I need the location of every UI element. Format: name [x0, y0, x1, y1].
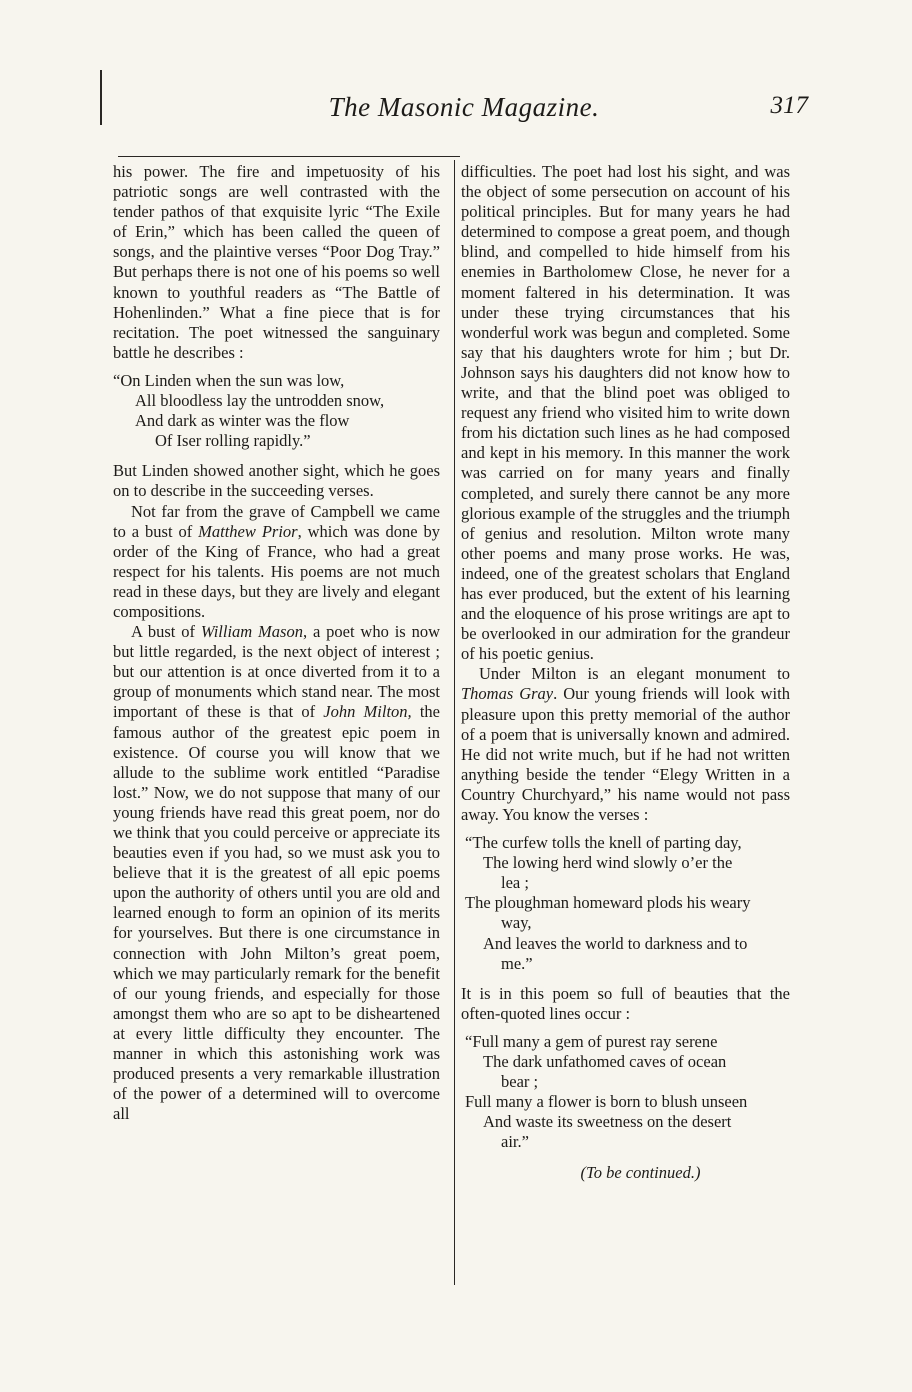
verse-line: Full many a flower is born to blush unseen — [465, 1092, 748, 1112]
italic-name: Thomas Gray — [461, 684, 554, 704]
continued-note: (To be continued.) — [580, 1162, 701, 1182]
italic-name: John Milton, — [323, 702, 412, 722]
verse-line: All bloodless lay the untrodden snow, — [135, 391, 385, 411]
text-run: , which was done by order of the King of France, who had a great respect for his talents. His poems are not much read in these days, but they are lively and elegant compositions. — [113, 521, 440, 621]
verse-line: bear ; — [501, 1072, 539, 1092]
text-run: . Our young friends will look with pleasure upon this pretty memorial of the author of a poem that is universally known and admired. He did not write much, but if he had not written anything beside the tender “Elegy Written in a Country Churchyard,” his name would not pass away. You know the verses : — [461, 684, 790, 824]
verse-line: “The curfew tolls the knell of parting day, — [465, 833, 742, 853]
verse-line: And waste its sweetness on the desert — [483, 1112, 732, 1132]
text-run: , a poet who is now but little regarded, is the next object of interest ; but our attention is at once diverted from it to a group of monuments which stand near. The most important of these is that of — [113, 622, 440, 722]
verse-elegy-1 — [461, 833, 790, 974]
verse-line: me.” — [501, 953, 533, 973]
left-column — [113, 162, 440, 1124]
to-be-continued — [461, 1163, 790, 1183]
verse-hohenlinden — [113, 371, 440, 451]
italic-name: Matthew Prior — [198, 521, 298, 541]
text-run: A bust of — [131, 622, 201, 642]
header-rule — [118, 156, 460, 157]
verse-line: Of Iser rolling rapidly.” — [155, 431, 311, 451]
verse-line: The dark unfathomed caves of ocean — [483, 1052, 727, 1072]
verse-line: And dark as winter was the flow — [135, 411, 350, 431]
paragraph — [461, 664, 790, 825]
verse-line: And leaves the world to darkness and to — [483, 933, 748, 953]
text-run: Not far from the grave of Campbell we came to a bust of — [113, 501, 440, 541]
verse-line: The ploughman homeward plods his weary — [465, 893, 751, 913]
verse-line: “Full many a gem of purest ray serene — [465, 1031, 718, 1051]
paragraph: his power. The fire and impetuosity of his patriotic songs are well contrasted with the tender pathos of that exquisite lyric “The Exile of Erin,” which has been called the queen of songs, and the plaintive verses “Poor Dog Tray.” But perhaps there is not one of his poems so well known to youthful readers as “The Battle of Hohenlinden.” What a fine piece that is for recitation. The poet witnessed the sanguinary battle he describes : — [113, 162, 440, 362]
paragraph — [113, 622, 440, 1124]
verse-elegy-2 — [461, 1032, 790, 1153]
running-title: The Masonic Magazine. — [328, 92, 600, 122]
page-number: 317 — [770, 92, 808, 119]
margin-mark — [100, 70, 102, 125]
text-run: Under Milton is an elegant monument to — [479, 664, 790, 684]
verse-line: air.” — [501, 1132, 529, 1152]
paragraph — [113, 502, 440, 623]
verse-line: lea ; — [501, 873, 529, 893]
italic-name: William Mason — [200, 622, 303, 642]
paragraph: It is in this poem so full of beauties that the often-quoted lines occur : — [461, 983, 790, 1023]
verse-line: The lowing herd wind slowly o’er the — [483, 853, 733, 873]
right-column — [461, 162, 790, 1183]
verse-line: way, — [501, 913, 532, 933]
column-divider — [454, 160, 455, 1285]
page-header — [120, 92, 808, 132]
paragraph: difficulties. The poet had lost his sight, and was the object of some persecution on account of his political principles. But for many years he had determined to compose a great poem, and though blind, and compelled to hide himself from his enemies in Bartholomew Close, he never for a moment faltered in his determination. It was under these trying circumstances that his wonderful work was begun and completed. Some say that his daughters wrote for him ; but Dr. Johnson says his daughters did not know how to write, and that the blind poet was obliged to request any friend who visited him to write down from his dictation such lines as he had composed and kept in his memory. In this manner the work was carried on for many years and finally completed, and surely there cannot be any more glorious example of the struggles and the triumph of genius and resolution. Milton wrote many other poems and many prose works. He was, indeed, one of the greatest scholars that England has ever produced, but the extent of his learning and the eloquence of his prose writings are apt to be overlooked in our admiration for the grandeur of his poetic genius. — [461, 162, 790, 664]
verse-line: “On Linden when the sun was low, — [113, 370, 345, 390]
text-run: the famous author of the greatest epic poem in existence. Of course you will know that we allude to the sublime work entitled “Paradise lost.” Now, we do not suppose that many of our young friends have read this great poem, nor do we think that you could perceive or appreciate its beauties even if you had, so we must ask you to believe that it is the greatest of all epic poems upon the authority of others until you are old and learned enough to form an opinion of its merits for yourselves. But there is one circumstance in connection with John Milton’s great poem, which we may particularly remark for the benefit of our young friends, and especially for those amongst them who are so apt to be disheartened at every little difficulty they encounter. The manner in which this astonishing work was produced presents a very remarkable illustration of the power of a determined will to overcome all — [113, 702, 440, 1124]
paragraph: But Linden showed another sight, which he goes on to describe in the succeeding verses. — [113, 461, 440, 501]
